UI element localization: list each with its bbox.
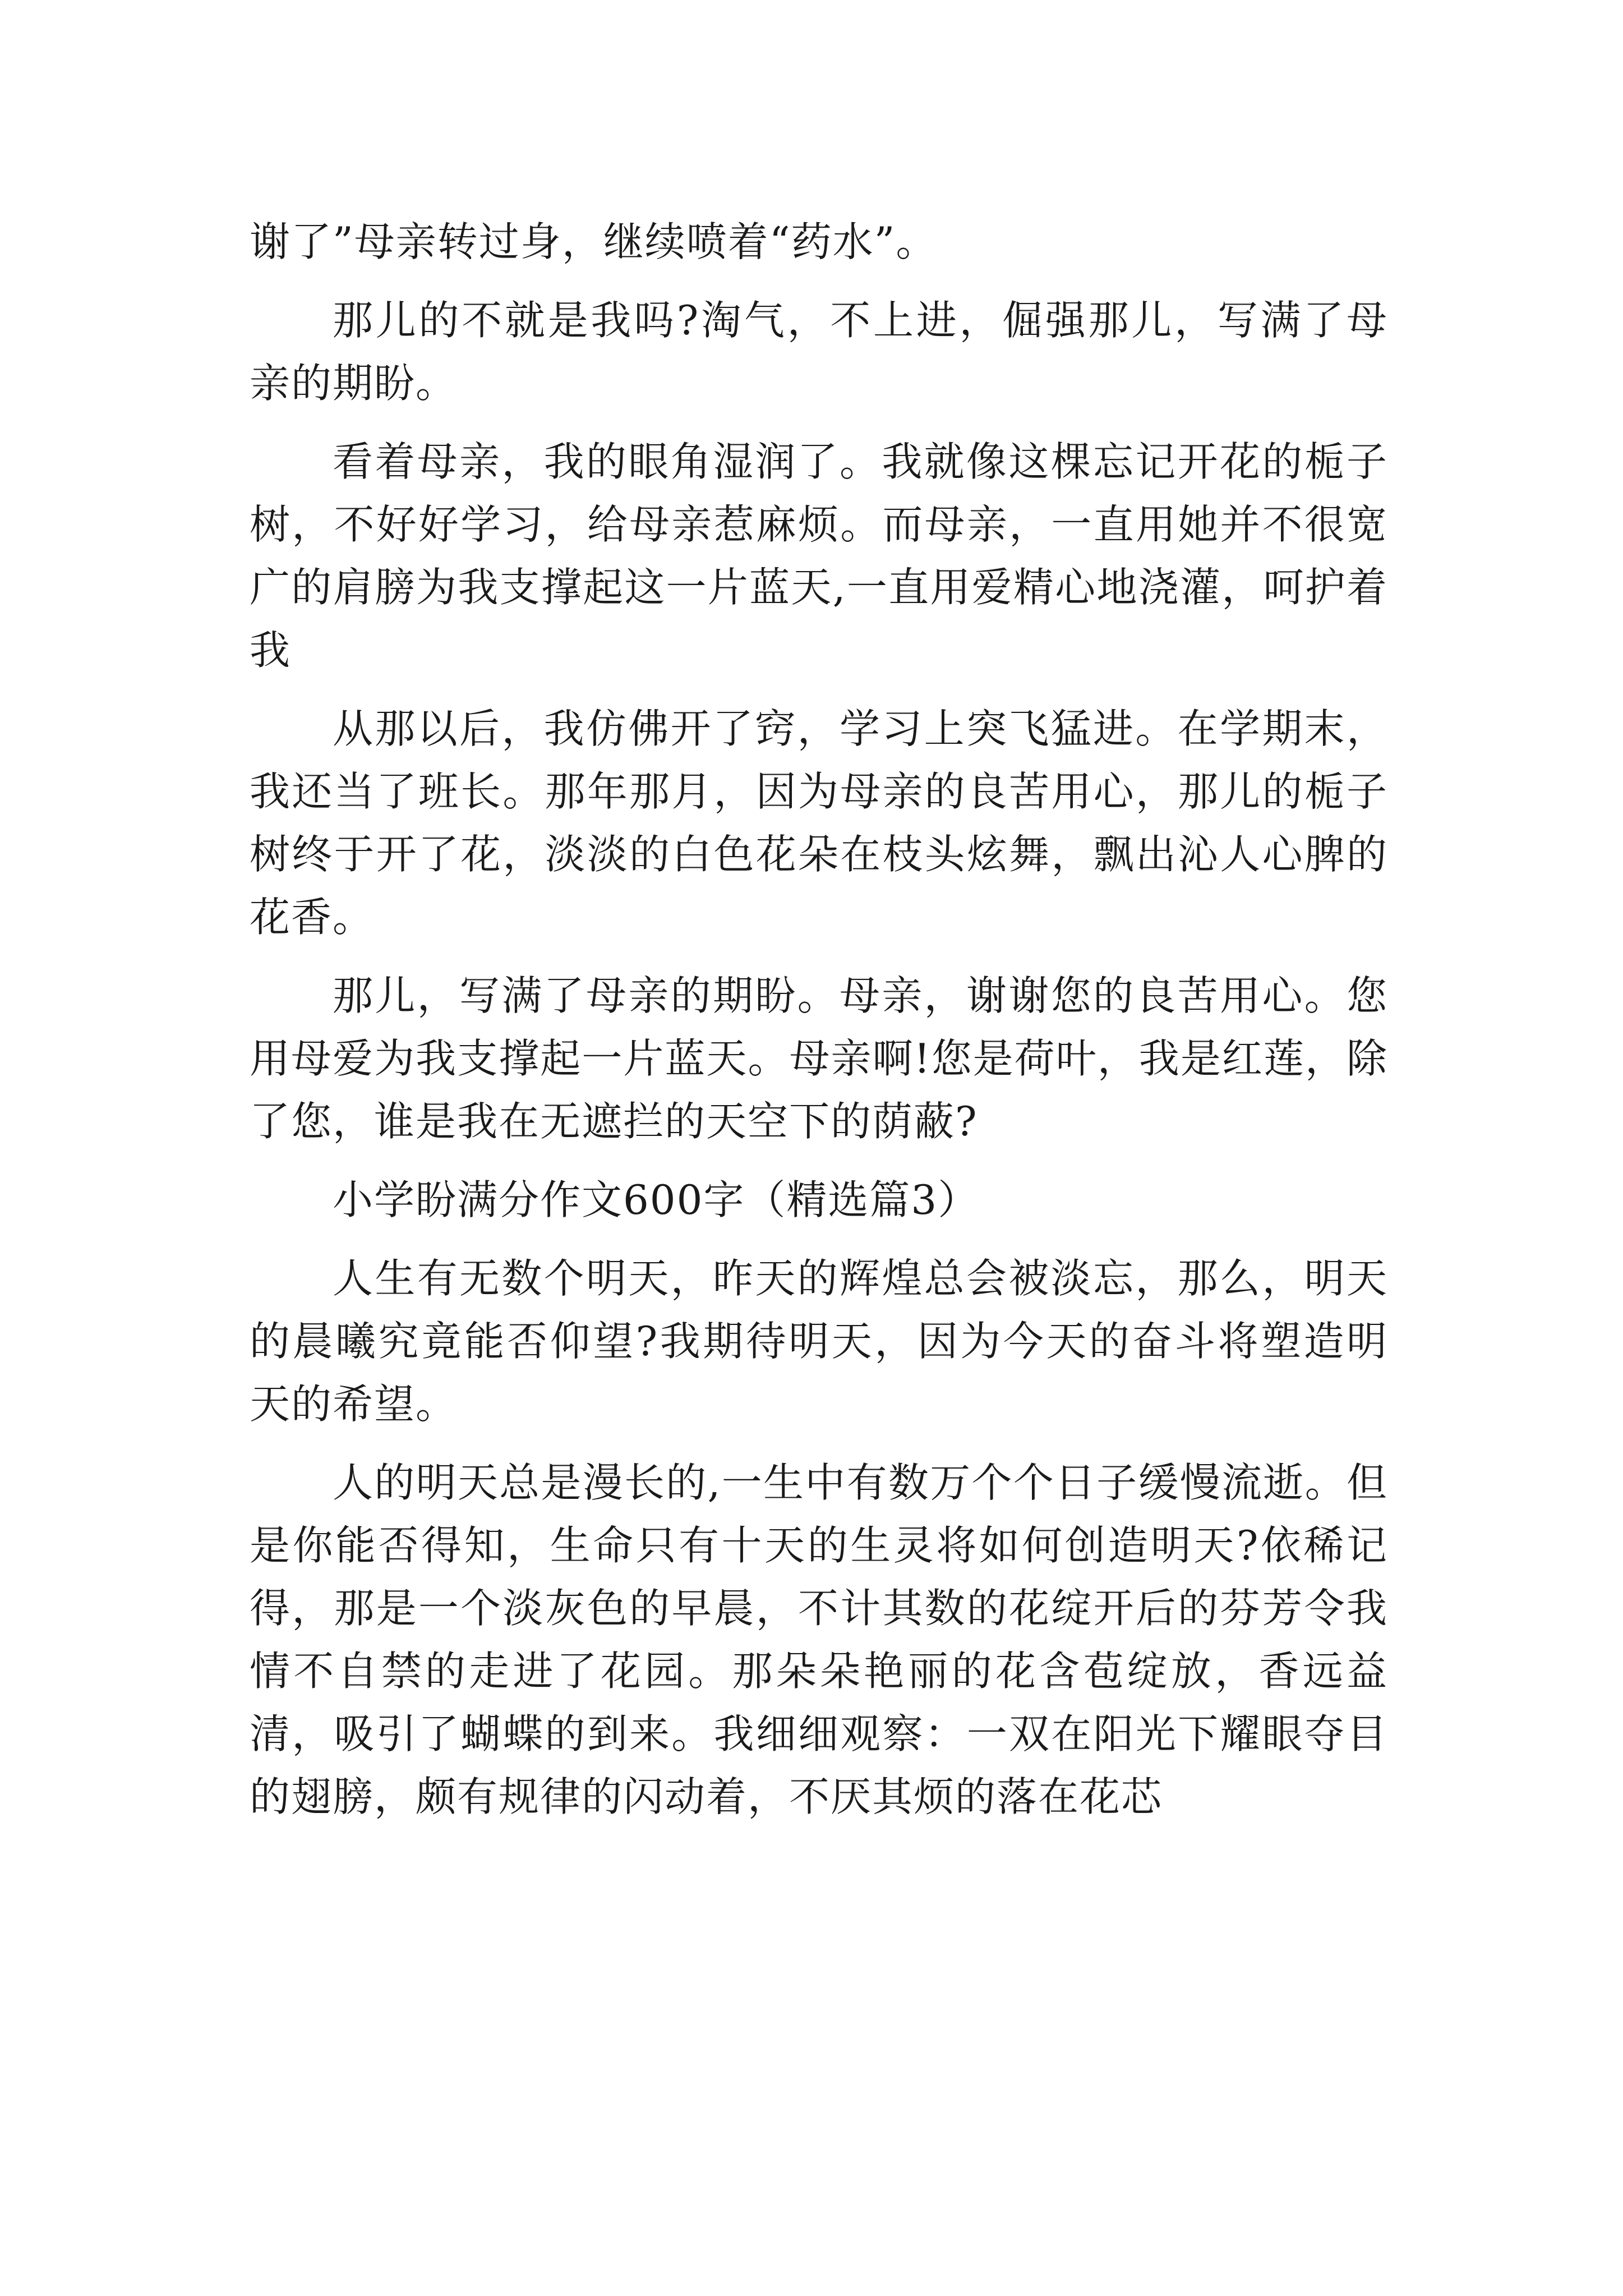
paragraph-4: 从那以后，我仿佛开了窍，学习上突飞猛进。在学期末，我还当了班长。那年那月，因为母亲的良苦用心，那儿的栀子树终于开了花，淡淡的白色花朵在枝头炫舞，飘出沁人心脾的花香。 — [250, 705, 1388, 941]
paragraph-3: 看着母亲，我的眼角湿润了。我就像这棵忘记开花的栀子树，不好好学习，给母亲惹麻烦。而母亲，一直用她并不很宽广的肩膀为我支撑起这一片蓝天,一直用爱精心地浇灌，呵护着我 — [250, 438, 1388, 674]
paragraph-7: 人的明天总是漫长的,一生中有数万个个日子缓慢流逝。但是你能否得知，生命只有十天的生灵将如何创造明天?依稀记得，那是一个淡灰色的早晨，不计其数的花绽开后的芬芳令我情不自禁的走进了花园。那朵朵艳丽的花含苞绽放，香远益清，吸引了蝴蝶的到来。我细细观察：一双在阳光下耀眼夺目的翅膀，颇有规律的闪动着，不厌其烦的落在花芯 — [250, 1459, 1388, 1820]
section-heading: 小学盼满分作文600字（精选篇3） — [333, 1176, 980, 1223]
paragraph-5: 那儿，写满了母亲的期盼。母亲，谢谢您的良苦用心。您用母爱为我支撑起一片蓝天。母亲啊!您是荷叶，我是红莲，除了您，谁是我在无遮拦的天空下的荫蔽? — [250, 972, 1388, 1145]
paragraph-6: 人生有无数个明天，昨天的辉煌总会被淡忘，那么，明天的晨曦究竟能否仰望?我期待明天，因为今天的奋斗将塑造明天的希望。 — [250, 1255, 1388, 1428]
paragraph-1: 谢了”母亲转过身，继续喷着“药水”。 — [250, 218, 938, 265]
paragraph-2: 那儿的不就是我吗?淘气，不上进，倔强那儿，写满了母亲的期盼。 — [250, 297, 1388, 407]
document-body — [250, 210, 1388, 1844]
